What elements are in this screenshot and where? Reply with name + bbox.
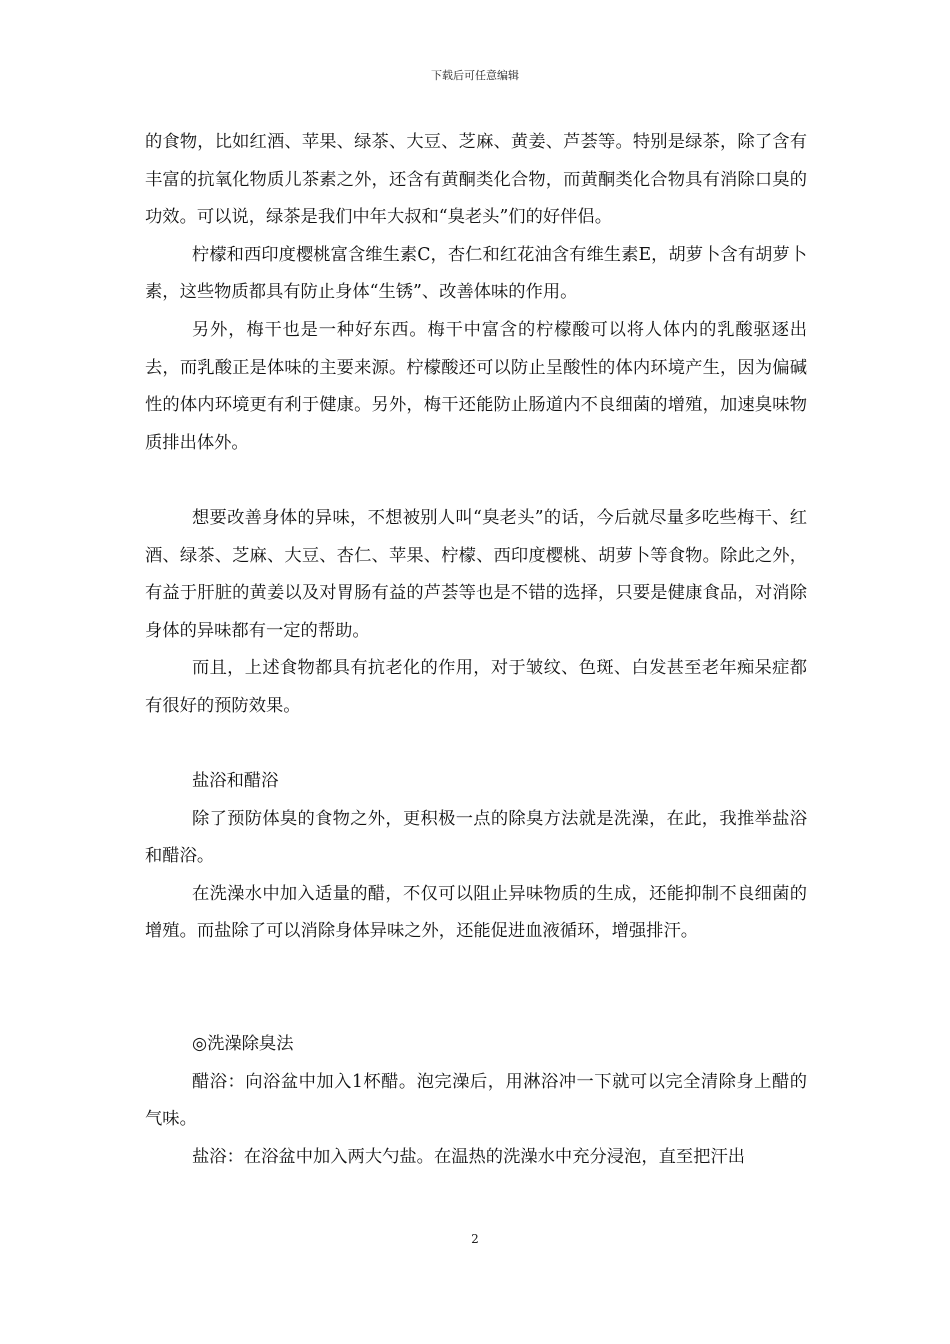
paragraph-food-list: 的食物，比如红酒、苹果、绿茶、大豆、芝麻、黄姜、芦荟等。特别是绿茶，除了含有丰富的抗氧化物质儿茶素之外，还含有黄酮类化合物，而黄酮类化合物具有消除口臭的功效。可以说，绿茶是我们中年大叔和“臭老头”们的好伴侣。 bbox=[145, 132, 807, 228]
section-heading-method: ◎洗澡除臭法 bbox=[192, 1034, 294, 1055]
paragraph-vinegar-salt: 在洗澡水中加入适量的醋，不仅可以阻止异味物质的生成，还能抑制不良细菌的增殖。而盐除了可以消除身体异味之外，还能促进血液循环，增强排汗。 bbox=[145, 883, 807, 942]
paragraph-plum: 另外，梅干也是一种好东西。梅干中富含的柠檬酸可以将人体内的乳酸驱逐出去，而乳酸正是体味的主要来源。柠檬酸还可以防止呈酸性的体内环境产生，因为偏碱性的体内环境更有利于健康。另外，梅干还能防止肠道内不良细菌的增殖，加速臭味物质排出体外。 bbox=[145, 319, 807, 453]
paragraph-gap bbox=[145, 462, 807, 500]
page-header: 下载后可任意编辑 bbox=[431, 69, 519, 82]
paragraph-anti-aging: 而且，上述食物都具有抗老化的作用，对于皱纹、色斑、白发甚至老年痴呆症都有很好的预防效果。 bbox=[145, 658, 807, 716]
paragraph-improve-odor: 想要改善身体的异味，不想被别人叫“臭老头”的话，今后就尽量多吃些梅干、红酒、绿茶、芝麻、大豆、杏仁、苹果、柠檬、西印度樱桃、胡萝卜等食物。除此之外，有益于肝脏的黄姜以及对胃肠有益的芦荟等也是不错的选择，只要是健康食品，对消除身体的异味都有一定的帮助。 bbox=[145, 507, 807, 641]
document-body bbox=[145, 124, 807, 1177]
section-heading-bath: 盐浴和醋浴 bbox=[192, 771, 279, 792]
paragraph-vinegar-bath: 醋浴：向浴盆中加入1杯醋。泡完澡后，用淋浴冲一下就可以完全清除身上醋的气味。 bbox=[145, 1071, 807, 1130]
paragraph-salt-bath: 盐浴：在浴盆中加入两大勺盐。在温热的洗澡水中充分浸泡，直至把汗出 bbox=[192, 1147, 746, 1168]
paragraph-vitamins: 柠檬和西印度樱桃富含维生素C，杏仁和红花油含有维生素E，胡萝卜含有胡萝卜素，这些物质都具有防止身体“生锈”、改善体味的作用。 bbox=[145, 244, 807, 303]
page-number: 2 bbox=[471, 1232, 479, 1246]
paragraph-bathing-intro: 除了预防体臭的食物之外，更积极一点的除臭方法就是洗澡，在此，我推举盐浴和醋浴。 bbox=[145, 808, 807, 867]
paragraph-gap bbox=[145, 726, 807, 764]
paragraph-gap bbox=[145, 951, 807, 1026]
